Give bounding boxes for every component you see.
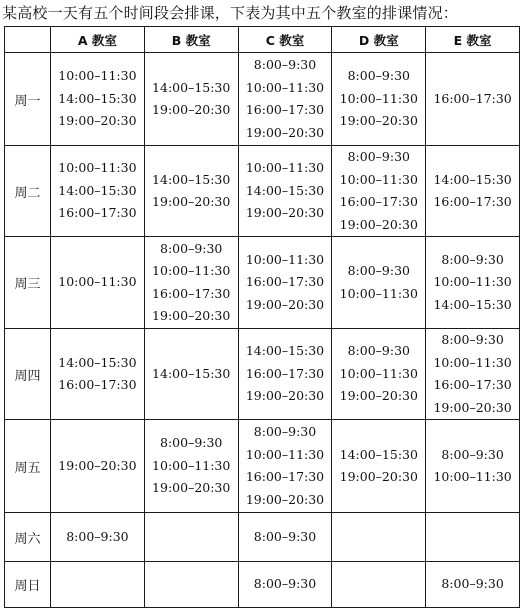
time-slot: 8:00–9:30 bbox=[441, 251, 504, 267]
time-slot: 10:00–11:30 bbox=[339, 90, 418, 106]
schedule-cell-b bbox=[144, 146, 238, 237]
time-slot: 10:00–11:30 bbox=[152, 457, 231, 473]
time-slot: 19:00–20:30 bbox=[245, 205, 325, 221]
time-slot: 8:00–9:30 bbox=[253, 57, 317, 72]
day-label: 周五 bbox=[5, 420, 51, 513]
time-slot: 19:00–20:30 bbox=[58, 113, 137, 129]
time-slot: 8:00–9:30 bbox=[441, 446, 504, 462]
schedule-cell-d bbox=[332, 237, 426, 329]
time-slot: 16:00–17:30 bbox=[245, 102, 325, 117]
schedule-cell-b bbox=[144, 513, 238, 562]
time-slot: 14:00–15:30 bbox=[58, 90, 137, 106]
time-slot: 16:00–17:30 bbox=[152, 285, 231, 301]
time-slot: 19:00–20:30 bbox=[152, 102, 231, 117]
table-row bbox=[5, 53, 520, 146]
time-slot: 19:00–20:30 bbox=[152, 194, 231, 209]
schedule-cell-c bbox=[238, 237, 332, 329]
time-slot: 14:00–15:30 bbox=[245, 182, 325, 198]
schedule-cell-b bbox=[144, 53, 238, 146]
time-slot: 16:00–17:30 bbox=[433, 194, 512, 209]
time-slot: 8:00–9:30 bbox=[347, 68, 410, 84]
schedule-cell-a bbox=[51, 329, 145, 420]
time-slot: 10:00–11:30 bbox=[245, 79, 325, 95]
time-slot: 16:00–17:30 bbox=[433, 377, 512, 392]
schedule-cell-c bbox=[238, 420, 332, 513]
schedule-cell-d bbox=[332, 146, 426, 237]
time-slot: 8:00–9:30 bbox=[160, 240, 223, 256]
schedule-cell-b bbox=[144, 420, 238, 513]
schedule-cell-c bbox=[238, 513, 332, 562]
schedule-table bbox=[4, 26, 520, 608]
time-slot: 19:00–20:30 bbox=[58, 457, 137, 473]
day-label: 周日 bbox=[5, 562, 51, 608]
room-header-e: E 教室 bbox=[426, 27, 520, 53]
time-slot: 19:00–20:30 bbox=[339, 388, 418, 404]
schedule-cell-e bbox=[426, 146, 520, 237]
time-slot: 14:00–15:30 bbox=[152, 365, 231, 381]
time-slot: 8:00–9:30 bbox=[347, 343, 410, 359]
time-slot: 19:00–20:30 bbox=[339, 469, 418, 484]
table-row bbox=[5, 513, 520, 562]
schedule-cell-c bbox=[238, 146, 332, 237]
schedule-cell-b bbox=[144, 329, 238, 420]
time-slot: 10:00–11:30 bbox=[245, 160, 325, 176]
table-row bbox=[5, 562, 520, 608]
time-slot: 10:00–11:30 bbox=[433, 469, 512, 484]
time-slot: 8:00–9:30 bbox=[66, 528, 129, 544]
time-slot: 14:00–15:30 bbox=[339, 446, 418, 462]
schedule-cell-a bbox=[51, 53, 145, 146]
time-slot: 10:00–11:30 bbox=[58, 160, 137, 176]
schedule-cell-d bbox=[332, 329, 426, 420]
time-slot: 16:00–17:30 bbox=[58, 205, 137, 221]
time-slot: 16:00–17:30 bbox=[433, 90, 512, 106]
table-row bbox=[5, 146, 520, 237]
time-slot: 8:00–9:30 bbox=[441, 332, 504, 347]
time-slot: 16:00–17:30 bbox=[245, 274, 325, 290]
schedule-cell-c bbox=[238, 53, 332, 146]
schedule-cell-e bbox=[426, 329, 520, 420]
schedule-cell-e bbox=[426, 513, 520, 562]
time-slot: 16:00–17:30 bbox=[245, 365, 325, 381]
time-slot: 10:00–11:30 bbox=[433, 274, 512, 290]
schedule-body bbox=[5, 53, 520, 608]
time-slot: 14:00–15:30 bbox=[58, 182, 137, 198]
time-slot: 16:00–17:30 bbox=[245, 469, 325, 484]
time-slot: 8:00–9:30 bbox=[441, 576, 504, 592]
time-slot: 14:00–15:30 bbox=[433, 171, 512, 187]
day-label: 周四 bbox=[5, 329, 51, 420]
schedule-cell-e bbox=[426, 53, 520, 146]
time-slot: 16:00–17:30 bbox=[58, 377, 137, 392]
room-header-d: D 教室 bbox=[332, 27, 426, 53]
day-label: 周三 bbox=[5, 237, 51, 329]
table-row bbox=[5, 237, 520, 329]
time-slot: 19:00–20:30 bbox=[433, 399, 512, 415]
schedule-cell-e bbox=[426, 237, 520, 329]
header-row bbox=[5, 27, 520, 53]
time-slot: 10:00–11:30 bbox=[152, 263, 231, 278]
time-slot: 8:00–9:30 bbox=[347, 263, 410, 278]
time-slot: 19:00–20:30 bbox=[245, 388, 325, 404]
day-label: 周二 bbox=[5, 146, 51, 237]
schedule-cell-a bbox=[51, 513, 145, 562]
schedule-cell-c bbox=[238, 562, 332, 608]
day-label: 周六 bbox=[5, 513, 51, 562]
time-slot: 16:00–17:30 bbox=[339, 194, 418, 209]
schedule-cell-a bbox=[51, 146, 145, 237]
schedule-cell-c bbox=[238, 329, 332, 420]
room-header-b: B 教室 bbox=[144, 27, 238, 53]
room-header-c: C 教室 bbox=[238, 27, 332, 53]
time-slot: 10:00–11:30 bbox=[433, 354, 512, 370]
table-row bbox=[5, 420, 520, 513]
schedule-cell-a bbox=[51, 562, 145, 608]
schedule-cell-d bbox=[332, 513, 426, 562]
time-slot: 14:00–15:30 bbox=[245, 343, 325, 359]
time-slot: 8:00–9:30 bbox=[253, 576, 317, 592]
time-slot: 10:00–11:30 bbox=[58, 274, 137, 290]
time-slot: 19:00–20:30 bbox=[339, 216, 418, 232]
time-slot: 19:00–20:30 bbox=[245, 124, 325, 140]
time-slot: 14:00–15:30 bbox=[152, 79, 231, 95]
time-slot: 10:00–11:30 bbox=[245, 251, 325, 267]
time-slot: 10:00–11:30 bbox=[339, 171, 418, 187]
day-label: 周一 bbox=[5, 53, 51, 146]
corner-header bbox=[5, 27, 51, 53]
time-slot: 10:00–11:30 bbox=[339, 365, 418, 381]
time-slot: 19:00–20:30 bbox=[339, 113, 418, 129]
time-slot: 19:00–20:30 bbox=[152, 480, 231, 496]
schedule-cell-b bbox=[144, 237, 238, 329]
table-row bbox=[5, 329, 520, 420]
intro-text: 某高校一天有五个时间段会排课，下表为其中五个教室的排课情况： bbox=[2, 4, 459, 22]
schedule-cell-d bbox=[332, 562, 426, 608]
time-slot: 19:00–20:30 bbox=[152, 308, 231, 323]
room-header-a: A 教室 bbox=[51, 27, 145, 53]
time-slot: 10:00–11:30 bbox=[339, 285, 418, 301]
time-slot: 10:00–11:30 bbox=[245, 446, 325, 462]
schedule-cell-a bbox=[51, 420, 145, 513]
schedule-cell-b bbox=[144, 562, 238, 608]
time-slot: 8:00–9:30 bbox=[253, 424, 317, 439]
schedule-cell-d bbox=[332, 53, 426, 146]
schedule-cell-e bbox=[426, 562, 520, 608]
time-slot: 10:00–11:30 bbox=[58, 68, 137, 84]
time-slot: 8:00–9:30 bbox=[253, 528, 317, 544]
time-slot: 14:00–15:30 bbox=[58, 354, 137, 370]
schedule-cell-a bbox=[51, 237, 145, 329]
time-slot: 14:00–15:30 bbox=[152, 171, 231, 187]
time-slot: 8:00–9:30 bbox=[347, 149, 410, 164]
time-slot: 8:00–9:30 bbox=[160, 435, 223, 451]
schedule-cell-e bbox=[426, 420, 520, 513]
time-slot: 19:00–20:30 bbox=[245, 296, 325, 312]
time-slot: 14:00–15:30 bbox=[433, 296, 512, 312]
time-slot: 19:00–20:30 bbox=[245, 491, 325, 507]
schedule-cell-d bbox=[332, 420, 426, 513]
